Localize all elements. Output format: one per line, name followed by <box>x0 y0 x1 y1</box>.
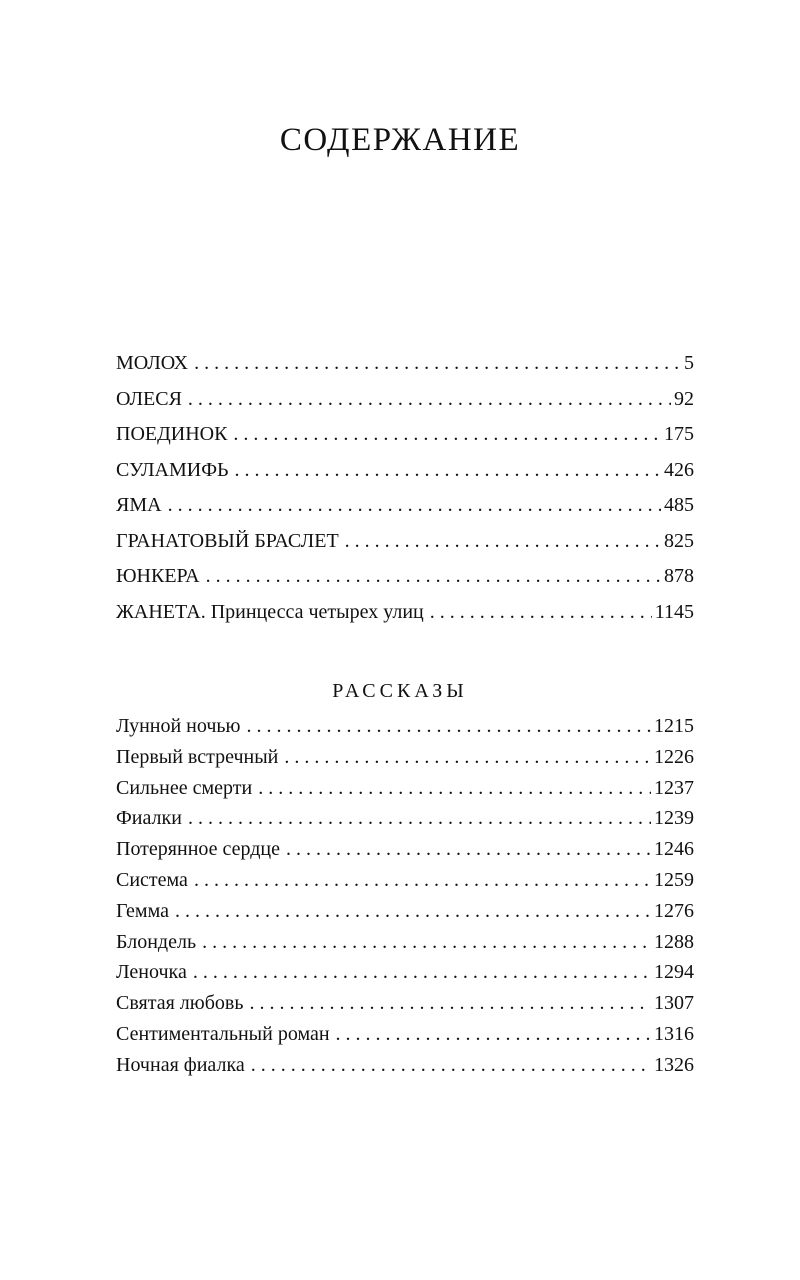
entry-title: Первый встречный <box>116 745 279 768</box>
toc-entry[interactable] <box>116 459 694 495</box>
entry-page: 1226 <box>654 745 694 768</box>
leader-dots <box>188 807 651 830</box>
entry-page: 485 <box>664 494 694 516</box>
toc-entry[interactable] <box>116 992 694 1023</box>
toc-entry[interactable] <box>116 388 694 424</box>
leader-dots <box>249 992 651 1015</box>
leader-dots <box>258 777 651 800</box>
leader-dots <box>202 931 651 954</box>
entry-page: 878 <box>664 565 694 587</box>
leader-dots <box>246 715 651 738</box>
entry-title: ПОЕДИНОК <box>116 423 228 445</box>
entry-title: Гемма <box>116 899 169 922</box>
entry-title: ГРАНАТОВЫЙ БРАСЛЕТ <box>116 529 339 552</box>
leader-dots <box>336 1023 651 1046</box>
toc-entry[interactable] <box>116 565 694 601</box>
leader-dots <box>235 459 662 482</box>
entry-page: 1215 <box>654 715 694 737</box>
entry-title: Фиалки <box>116 807 182 830</box>
entry-title: СУЛАМИФЬ <box>116 458 229 481</box>
toc-entry[interactable] <box>116 423 694 459</box>
entry-title: ЖАНЕТА. Принцесса четырех улиц <box>116 600 424 623</box>
leader-dots <box>193 961 651 984</box>
entry-page: 1326 <box>654 1053 694 1076</box>
entry-page: 1288 <box>654 930 694 953</box>
entry-page: 1145 <box>654 600 694 623</box>
toc-entry[interactable] <box>116 530 694 566</box>
entry-title: ЮНКЕРА <box>116 565 200 587</box>
leader-dots <box>188 388 671 411</box>
toc-entry[interactable] <box>116 838 694 869</box>
entry-title: МОЛОХ <box>116 352 189 374</box>
toc-entry[interactable] <box>116 494 694 530</box>
entry-title: Потерянное сердце <box>116 838 281 861</box>
entry-page: 5 <box>684 352 694 374</box>
page-title: СОДЕРЖАНИЕ <box>279 122 521 158</box>
stories-heading: РАССКАЗЫ <box>332 680 468 702</box>
leader-dots <box>345 530 661 553</box>
entry-page: 1307 <box>654 992 694 1015</box>
leader-dots <box>175 900 651 923</box>
toc-entry[interactable] <box>116 869 694 900</box>
toc-entry[interactable] <box>116 601 694 637</box>
entry-title: Леночка <box>116 961 187 984</box>
entry-title: Блондель <box>116 930 197 953</box>
entry-page: 1239 <box>654 807 694 830</box>
leader-dots <box>286 838 651 861</box>
entry-page: 175 <box>664 423 694 445</box>
entry-title: Сильнее смерти <box>116 776 253 799</box>
toc-entry[interactable] <box>116 777 694 808</box>
leader-dots <box>233 423 661 446</box>
toc-entry[interactable] <box>116 807 694 838</box>
toc-entry[interactable] <box>116 1054 694 1085</box>
toc-entry[interactable] <box>116 1023 694 1054</box>
leader-dots <box>251 1054 651 1077</box>
entry-page: 426 <box>664 458 694 481</box>
entry-page: 1237 <box>654 776 694 799</box>
toc-entry[interactable] <box>116 352 694 388</box>
entry-page: 92 <box>674 387 694 410</box>
entry-title: Святая любовь <box>116 992 244 1015</box>
entry-title: Ночная фиалка <box>116 1053 245 1076</box>
entry-title: Сентиментальный роман <box>116 1022 330 1045</box>
entry-page: 1294 <box>654 961 694 984</box>
stories-list <box>116 715 694 1085</box>
entry-page: 1316 <box>654 1022 694 1045</box>
leader-dots <box>206 565 661 588</box>
toc-entry[interactable] <box>116 961 694 992</box>
entry-title: Лунной ночью <box>116 715 241 737</box>
toc-entry[interactable] <box>116 931 694 962</box>
entry-title: Система <box>116 868 188 891</box>
leader-dots <box>168 494 661 517</box>
entry-page: 825 <box>664 529 694 552</box>
toc-entry[interactable] <box>116 900 694 931</box>
toc-entry[interactable] <box>116 715 694 746</box>
leader-dots <box>194 352 681 375</box>
novels-list <box>116 352 694 636</box>
leader-dots <box>284 746 651 769</box>
entry-title: ОЛЕСЯ <box>116 387 182 410</box>
entry-page: 1246 <box>654 838 694 861</box>
leader-dots <box>430 601 652 624</box>
toc-entry[interactable] <box>116 746 694 777</box>
entry-page: 1259 <box>654 868 694 891</box>
entry-page: 1276 <box>654 899 694 922</box>
leader-dots <box>194 869 651 892</box>
entry-title: ЯМА <box>116 494 162 516</box>
